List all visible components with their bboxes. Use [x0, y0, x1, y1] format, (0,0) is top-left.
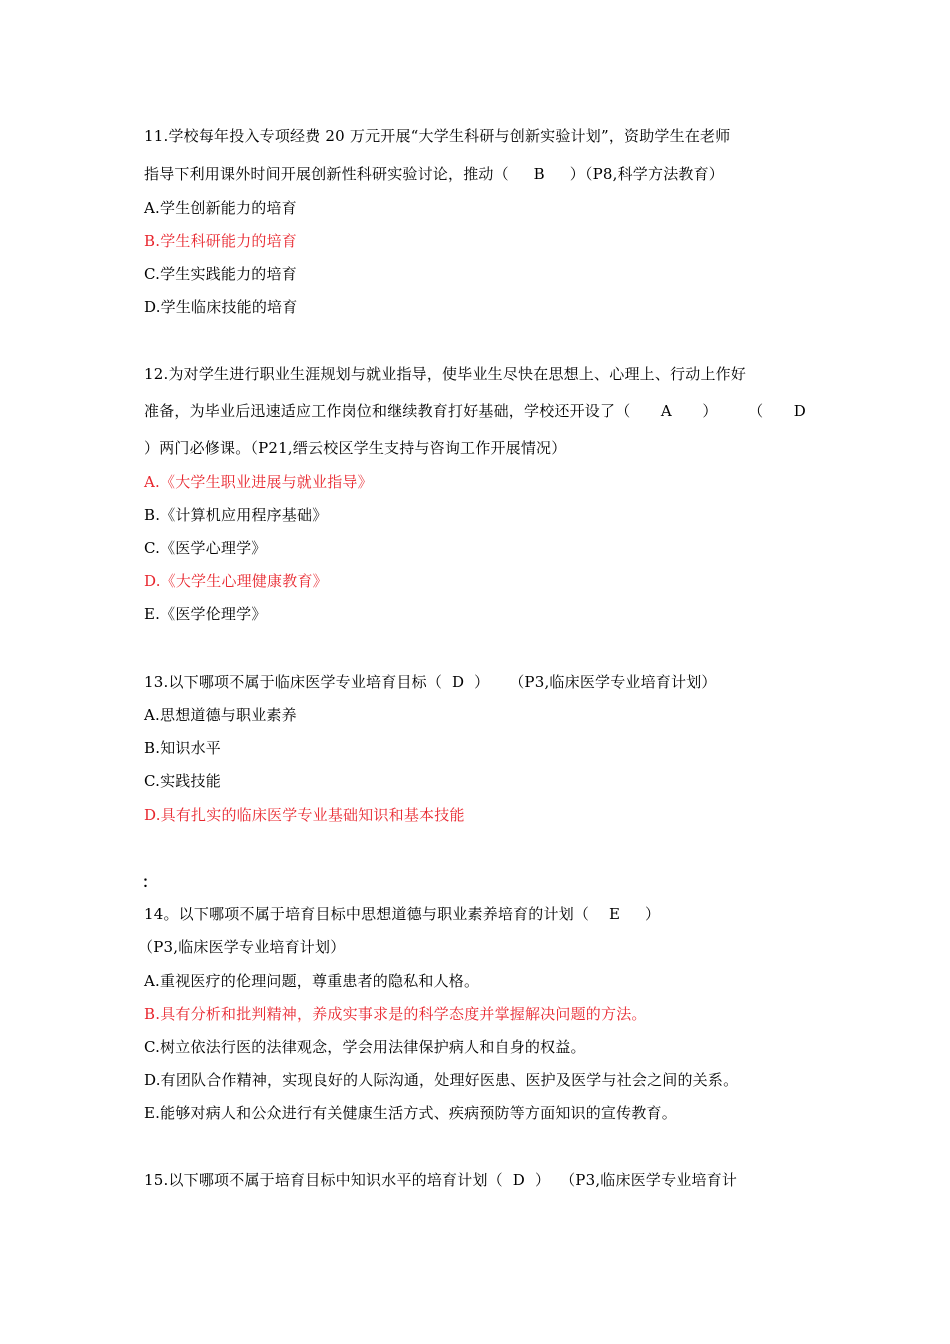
q12-stem-line2-text: 准备，为毕业后迅速适应工作岗位和继续教育打好基础，学校还开设了（: [144, 402, 631, 420]
q15-stem-line1: 15.以下哪项不属于培育目标中知识水平的培育计划（ D ） （P3,临床医学专业培育计: [144, 1171, 738, 1189]
q11-option-a: A.学生创新能力的培育: [144, 199, 297, 217]
q12-stem-line3: ）两门必修课。（P21,缙云校区学生支持与咨询工作开展情况）: [144, 439, 567, 457]
q11-stem-line1: 11.学校每年投入专项经费 20 万元开展“大学生科研与创新实验计划”，资助学生在老师: [144, 127, 731, 145]
q12-option-a: A.《大学生职业进展与就业指导》: [144, 473, 373, 491]
q13-option-c: C.实践技能: [144, 772, 221, 790]
separator-mark: ：: [142, 873, 158, 891]
q12-option-c: C.《医学心理学》: [144, 539, 267, 557]
q12-option-b: B.《计算机应用程序基础》: [144, 506, 328, 524]
q11-option-c: C.学生实践能力的培育: [144, 265, 297, 283]
q12-option-d: D.《大学生心理健康教育》: [144, 572, 328, 590]
q12-answer-1: A: [660, 402, 672, 420]
q14-option-b: B.具有分析和批判精神，养成实事求是的科学态度并掌握解决问题的方法。: [144, 1005, 647, 1023]
q11-option-d: D.学生临床技能的培育: [144, 298, 298, 316]
q12-stem-line1: 12.为对学生进行职业生涯规划与就业指导，使毕业生尽快在思想上、心理上、行动上作好: [144, 365, 747, 383]
q12-option-e: E.《医学伦理学》: [144, 605, 267, 623]
q13-option-a: A.思想道德与职业素养: [144, 706, 297, 724]
q14-option-e: E.能够对病人和公众进行有关健康生活方式、疾病预防等方面知识的宣传教育。: [144, 1104, 677, 1122]
q11-option-b: B.学生科研能力的培育: [144, 232, 297, 250]
q13-stem-line1: 13.以下哪项不属于临床医学专业培育目标（ D ） （P3,临床医学专业培育计划）: [144, 673, 717, 691]
q14-option-d: D.有团队合作精神，实现良好的人际沟通，处理好医患、医护及医学与社会之间的关系。: [144, 1071, 739, 1089]
q12-paren-open: （: [748, 402, 764, 420]
q14-stem-line1: 14。以下哪项不属于培育目标中思想道德与职业素养培育的计划（ E ）: [144, 905, 661, 923]
q13-option-d: D.具有扎实的临床医学专业基础知识和基本技能: [144, 806, 465, 824]
q14-stem-line2: （P3,临床医学专业培育计划）: [138, 938, 346, 956]
q12-paren-close: ）: [702, 402, 718, 420]
q11-stem-line2: 指导下利用课外时间开展创新性科研实验讨论，推动（ B ）（P8,科学方法教育）: [144, 165, 725, 183]
q14-option-c: C.树立依法行医的法律观念，学会用法律保护病人和自身的权益。: [144, 1038, 586, 1056]
q13-option-b: B.知识水平: [144, 739, 221, 757]
q14-option-a: A.重视医疗的伦理问题，尊重患者的隐私和人格。: [144, 972, 480, 990]
q12-answer-2: D: [793, 402, 806, 420]
q12-stem-line2: [144, 401, 806, 421]
